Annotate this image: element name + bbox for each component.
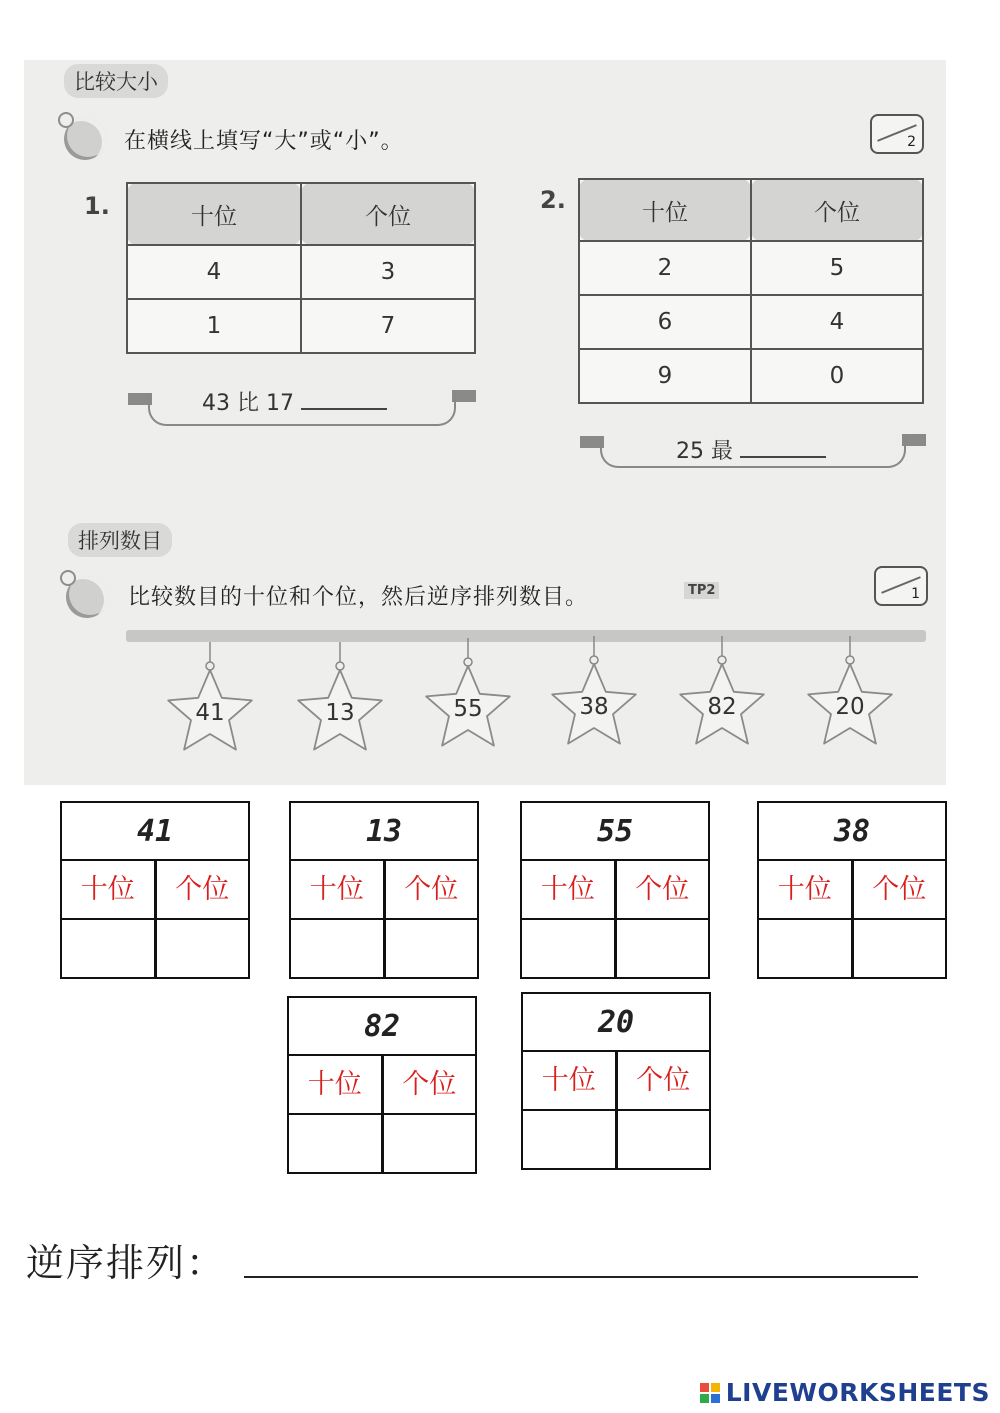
star-icon [672,636,772,746]
sentence-text: 25 最 [676,439,733,464]
box-number: 41 [62,803,248,861]
ones-input[interactable] [157,920,249,977]
ones-input[interactable] [618,1111,710,1168]
star-icon [290,642,390,752]
tens-input[interactable] [291,920,386,977]
star-icon [800,636,900,746]
header-tens: 十位 [579,179,751,241]
header-ones: 个位 [301,183,475,245]
place-value-table-1 [126,182,476,354]
star-number: 82 [707,694,737,720]
ones-input[interactable] [854,920,946,977]
box-number: 20 [523,994,709,1052]
star-card [418,638,518,748]
cell-tens: 6 [579,295,751,349]
score-value: 1 [911,586,920,602]
ones-label: 个位 [402,1069,457,1100]
answer-blank[interactable] [740,438,826,458]
section-tag-compare: 比较大小 [64,64,168,98]
box-number: 38 [759,803,945,861]
tens-label: 十位 [759,861,854,918]
answer-box-55 [520,801,710,979]
answer-box-38 [757,801,947,979]
ones-label: 个位 [404,874,459,905]
tp-badge: TP2 [684,582,719,599]
score-value: 2 [907,134,916,150]
ones-input[interactable] [617,920,709,977]
star-number: 13 [325,700,355,726]
question-number: 1. [84,192,110,220]
instruction-order: 比较数目的十位和个位，然后逆序排列数目。 [128,585,589,610]
star-card [800,636,900,746]
section-tag-order: 排列数目 [68,523,172,557]
tens-label: 十位 [291,861,386,918]
tens-label: 十位 [522,861,617,918]
star-number: 20 [835,694,865,720]
tens-label: 十位 [62,861,157,918]
star-icon [160,642,260,752]
tens-input[interactable] [523,1111,618,1168]
tens-input[interactable] [759,920,854,977]
score-box [870,114,924,154]
cell-tens: 2 [579,241,751,295]
star-card [290,642,390,752]
tens-input[interactable] [62,920,157,977]
bullet-icon [66,576,108,618]
star-icon [418,638,518,748]
answer-box-13 [289,801,479,979]
liveworksheets-icon [700,1383,720,1403]
box-number: 82 [289,998,475,1056]
star-number: 38 [579,694,609,720]
place-value-table-2 [578,178,924,404]
cell-ones: 7 [301,299,475,353]
ones-label: 个位 [636,1065,691,1096]
answer-box-20 [521,992,711,1170]
star-card [672,636,772,746]
cell-tens: 4 [127,245,301,299]
brand-logo [700,1378,990,1407]
cell-ones: 4 [751,295,923,349]
order-answer-line[interactable] [244,1276,918,1278]
box-number: 13 [291,803,477,861]
compare-sentence-1 [192,386,397,417]
cell-tens: 1 [127,299,301,353]
cell-tens: 9 [579,349,751,403]
sentence-text: 43 比 17 [202,391,294,416]
bullet-icon [64,118,106,160]
score-box [874,566,928,606]
order-prompt: 逆序排列： [26,1241,227,1285]
star-number: 55 [453,696,483,722]
ones-label: 个位 [872,874,927,905]
compare-sentence-2 [666,434,836,465]
instruction-compare: 在横线上填写“大”或“小”。 [124,129,404,154]
ones-input[interactable] [386,920,478,977]
ones-label: 个位 [635,874,690,905]
question-number: 2. [540,186,566,214]
tens-input[interactable] [522,920,617,977]
star-card [160,642,260,752]
star-number: 41 [195,700,225,726]
header-ones: 个位 [751,179,923,241]
answer-box-82 [287,996,477,1174]
cell-ones: 5 [751,241,923,295]
tens-label: 十位 [289,1056,384,1113]
tens-label: 十位 [523,1052,618,1109]
star-icon [544,636,644,746]
cell-ones: 0 [751,349,923,403]
ones-label: 个位 [175,874,230,905]
brand-text: LIVEWORKSHEETS [725,1378,990,1407]
cell-ones: 3 [301,245,475,299]
header-tens: 十位 [127,183,301,245]
tens-input[interactable] [289,1115,384,1172]
star-card [544,636,644,746]
box-number: 55 [522,803,708,861]
ones-input[interactable] [384,1115,476,1172]
answer-blank[interactable] [301,390,387,410]
answer-box-41 [60,801,250,979]
